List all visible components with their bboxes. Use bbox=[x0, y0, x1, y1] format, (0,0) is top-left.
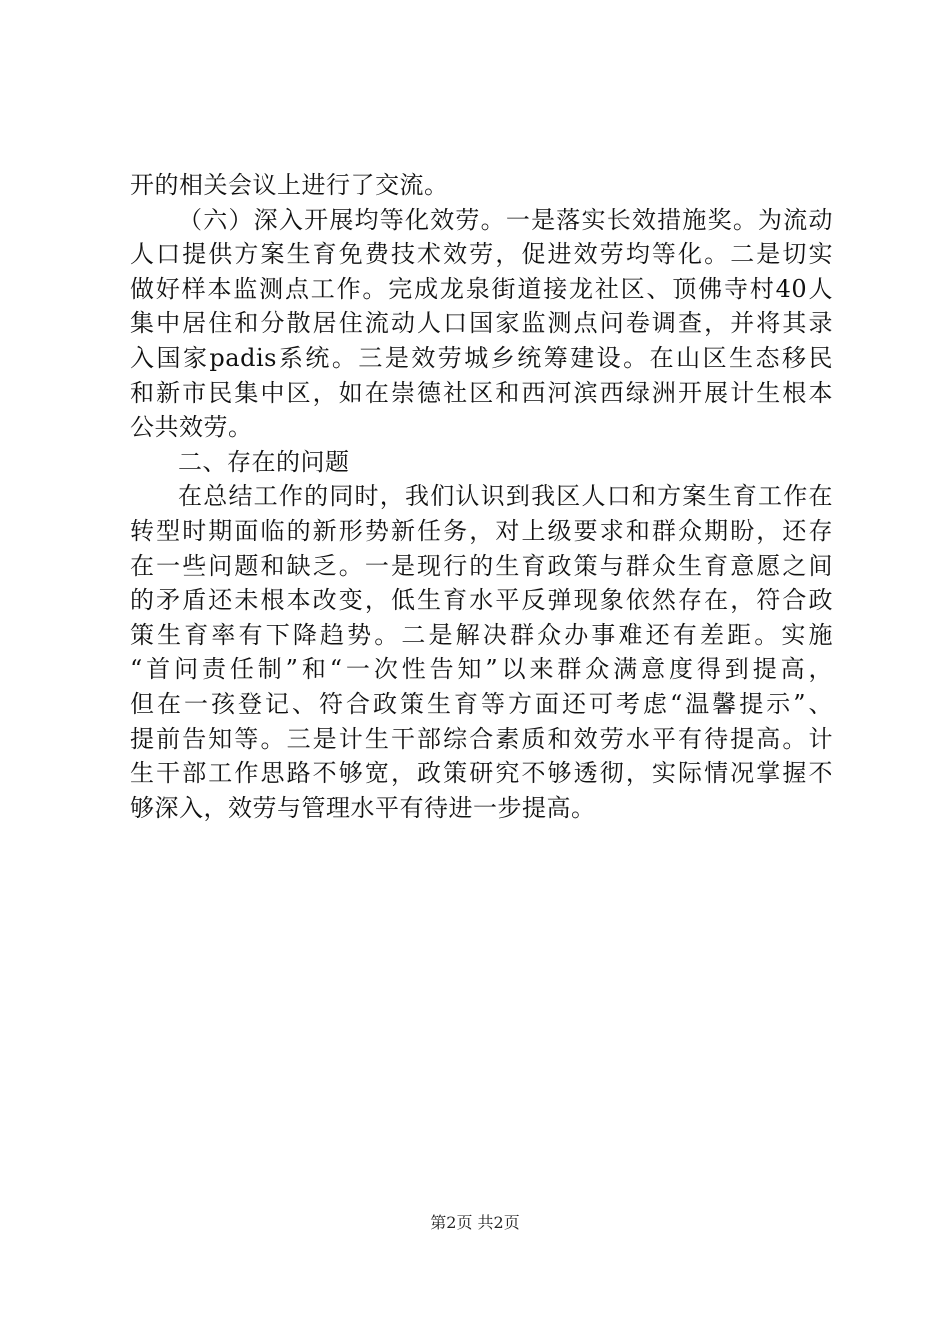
paragraph-line: 入国家padis系统。三是效劳城乡统筹建设。在山区生态移民 bbox=[130, 343, 833, 372]
paragraph-line: 提前告知等。三是计生干部综合素质和效劳水平有待提高。计 bbox=[130, 724, 833, 753]
paragraph-line: 策生育率有下降趋势。二是解决群众办事难还有差距。实施 bbox=[130, 620, 833, 649]
paragraph-line: 够深入，效劳与管理水平有待进一步提高。 bbox=[130, 793, 596, 822]
paragraph-line: 和新市民集中区，如在崇德社区和西河滨西绿洲开展计生根本 bbox=[130, 378, 833, 407]
paragraph-line: 在总结工作的同时，我们认识到我区人口和方案生育工作在 bbox=[178, 482, 833, 511]
paragraph-line: 生干部工作思路不够宽，政策研究不够透彻，实际情况掌握不 bbox=[130, 759, 833, 788]
paragraph-line: 集中居住和分散居住流动人口国家监测点问卷调查，并将其录 bbox=[130, 309, 833, 338]
page-footer: 第2页 共2页 bbox=[430, 1213, 520, 1232]
paragraph-line: （六）深入开展均等化效劳。一是落实长效措施奖。为流动 bbox=[178, 205, 833, 234]
paragraph-line: “首问责任制”和“一次性告知”以来群众满意度得到提高， bbox=[130, 655, 833, 684]
paragraph-line: 公共效劳。 bbox=[130, 413, 253, 442]
paragraph-line: 的矛盾还未根本改变，低生育水平反弹现象依然存在，符合政 bbox=[130, 586, 833, 615]
paragraph-line: 转型时期面临的新形势新任务，对上级要求和群众期盼，还存 bbox=[130, 516, 833, 545]
section-heading: 二、存在的问题 bbox=[178, 447, 350, 476]
paragraph-line: 但在一孩登记、符合政策生育等方面还可考虑“温馨提示”、 bbox=[130, 689, 833, 718]
paragraph-line: 做好样本监测点工作。完成龙泉街道接龙社区、顶佛寺村40人 bbox=[130, 274, 833, 303]
paragraph-line: 开的相关会议上进行了交流。 bbox=[130, 171, 449, 199]
paragraph-line: 在一些问题和缺乏。一是现行的生育政策与群众生育意愿之间 bbox=[130, 551, 833, 580]
paragraph-line: 人口提供方案生育免费技术效劳，促进效劳均等化。二是切实 bbox=[130, 240, 833, 269]
document-body bbox=[130, 168, 833, 825]
